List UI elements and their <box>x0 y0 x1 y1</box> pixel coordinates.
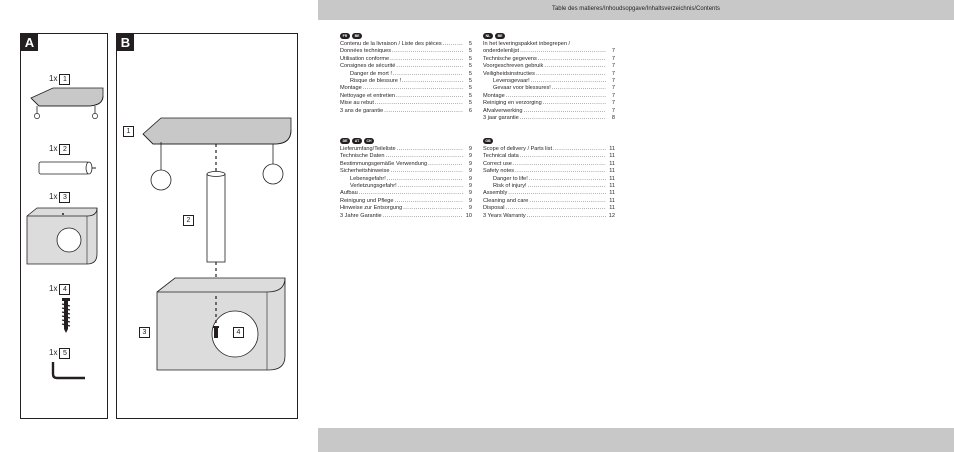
toc-row[interactable]: Sicherheitshinweise ..... 9 <box>340 168 472 175</box>
assembly-label-4: 4 <box>233 327 244 338</box>
toc-gb <box>483 138 615 220</box>
toc-row[interactable]: Données techniques ..... 5 <box>340 48 472 55</box>
panel-b-letter: B <box>117 34 134 51</box>
allen-key-icon <box>49 360 89 382</box>
toc-row[interactable]: Safety notes ..... 11 <box>483 168 615 175</box>
toc-row[interactable]: Danger to life! ..... 11 <box>483 176 615 183</box>
toc-row[interactable]: Reiniging en verzorging ..... 7 <box>483 100 615 107</box>
toc-row[interactable]: Gevaar voor blessures! ..... 7 <box>483 85 615 92</box>
toc-row[interactable]: Technische Daten ..... 9 <box>340 153 472 160</box>
assembly-illustration <box>117 34 297 418</box>
toc-row[interactable]: Bestimmungsgemäße Verwendung ..... 9 <box>340 161 472 168</box>
flag-ch: CH <box>364 138 374 144</box>
toc-row[interactable]: Risk of injury! ..... 11 <box>483 183 615 190</box>
flag-fr: FR <box>340 33 350 39</box>
flag-de: DE <box>340 138 350 144</box>
toc-row[interactable]: Technical data ..... 11 <box>483 153 615 160</box>
assembly-label-1: 1 <box>123 126 134 137</box>
toc-row[interactable]: Montage ..... 5 <box>340 85 472 92</box>
toc-row[interactable]: onderdelenlijst ..... 7 <box>483 48 615 55</box>
post-illustration <box>37 158 97 178</box>
panel-a <box>20 33 108 419</box>
part-callout-4: 1x 4 <box>49 284 70 295</box>
shelf-illustration <box>27 84 107 124</box>
toc-row[interactable]: Assembly ..... 11 <box>483 190 615 197</box>
toc-row[interactable]: Technische gegevens ..... 7 <box>483 56 615 63</box>
toc-row[interactable]: Reinigung und Pflege ..... 9 <box>340 198 472 205</box>
toc-row[interactable]: Mise au rebut ..... 5 <box>340 100 472 107</box>
toc-row[interactable]: Cleaning and care ..... 11 <box>483 198 615 205</box>
part-callout-2: 1x 2 <box>49 144 70 155</box>
toc-row[interactable]: Lieferumfang/Teileliste ..... 9 <box>340 146 472 153</box>
toc-row[interactable]: Correct use ..... 11 <box>483 161 615 168</box>
toc-nl-be-flags <box>483 33 615 39</box>
toc-nl-be <box>483 33 615 122</box>
header-bar <box>318 0 954 20</box>
toc-row[interactable]: 3 ans de garantie ..... 6 <box>340 108 472 115</box>
part-callout-5: 1x 5 <box>49 348 70 359</box>
toc-row[interactable]: In het leveringspakket inbegrepen / <box>483 41 571 47</box>
toc-row[interactable]: Scope of delivery / Parts list ..... 11 <box>483 146 615 153</box>
toc-row[interactable]: Voorgeschreven gebruik ..... 7 <box>483 63 615 70</box>
toc-row[interactable]: Aufbau ..... 9 <box>340 190 472 197</box>
flag-nl: NL <box>483 33 493 39</box>
toc-gb-flags <box>483 138 615 144</box>
cube-illustration <box>25 204 105 270</box>
toc-fr-be <box>340 33 472 115</box>
toc-row[interactable]: Hinweise zur Entsorgung ..... 9 <box>340 205 472 212</box>
toc-row[interactable]: Disposal ..... 11 <box>483 205 615 212</box>
panel-b <box>116 33 298 419</box>
part-callout-1: 1x 1 <box>49 74 70 85</box>
toc-fr-be-flags <box>340 33 472 39</box>
toc-row[interactable]: Afvalverwerking ..... 7 <box>483 108 615 115</box>
footer-bar <box>318 428 954 452</box>
flag-at: AT <box>352 138 362 144</box>
toc-row[interactable]: 3 Years Warranty ..... 12 <box>483 213 615 220</box>
toc-de-at-ch-flags <box>340 138 472 144</box>
toc-row[interactable]: Veiligheidsinstructies ..... 7 <box>483 71 615 78</box>
toc-row[interactable]: Risque de blessure ! ..... 5 <box>340 78 472 85</box>
toc-row[interactable]: Lebensgefahr! ..... 9 <box>340 176 472 183</box>
toc-row[interactable]: Levensgevaar! ..... 7 <box>483 78 615 85</box>
toc-row[interactable]: Nettoyage et entretien ..... 5 <box>340 93 472 100</box>
flag-be: BE <box>495 33 505 39</box>
assembly-label-3: 3 <box>139 327 150 338</box>
screw-icon <box>59 298 73 334</box>
toc-row[interactable]: 3 Jahre Garantie ..... 10 <box>340 213 472 220</box>
toc-row[interactable]: Verletzungsgefahr! ..... 9 <box>340 183 472 190</box>
toc-row[interactable]: Montage ..... 7 <box>483 93 615 100</box>
toc-row[interactable]: Consignes de sécurité ..... 5 <box>340 63 472 70</box>
toc-de-at-ch <box>340 138 472 220</box>
assembly-label-2: 2 <box>183 215 194 226</box>
toc-row[interactable]: Danger de mort ! ..... 5 <box>340 71 472 78</box>
panel-a-letter: A <box>21 34 38 51</box>
flag-be: BE <box>352 33 362 39</box>
header-title: Table des matieres/Inhoudsopgave/Inhaltsverzeichnis/Contents <box>551 6 721 12</box>
toc-row[interactable]: Utilisation conforme ..... 5 <box>340 56 472 63</box>
toc-row[interactable]: Contenu de la livraison / Liste des pièces ..... 5 <box>340 41 472 48</box>
part-callout-3: 1x 3 <box>49 192 70 203</box>
flag-gb: GB <box>483 138 493 144</box>
toc-row[interactable]: 3 jaar garantie ..... 8 <box>483 115 615 122</box>
